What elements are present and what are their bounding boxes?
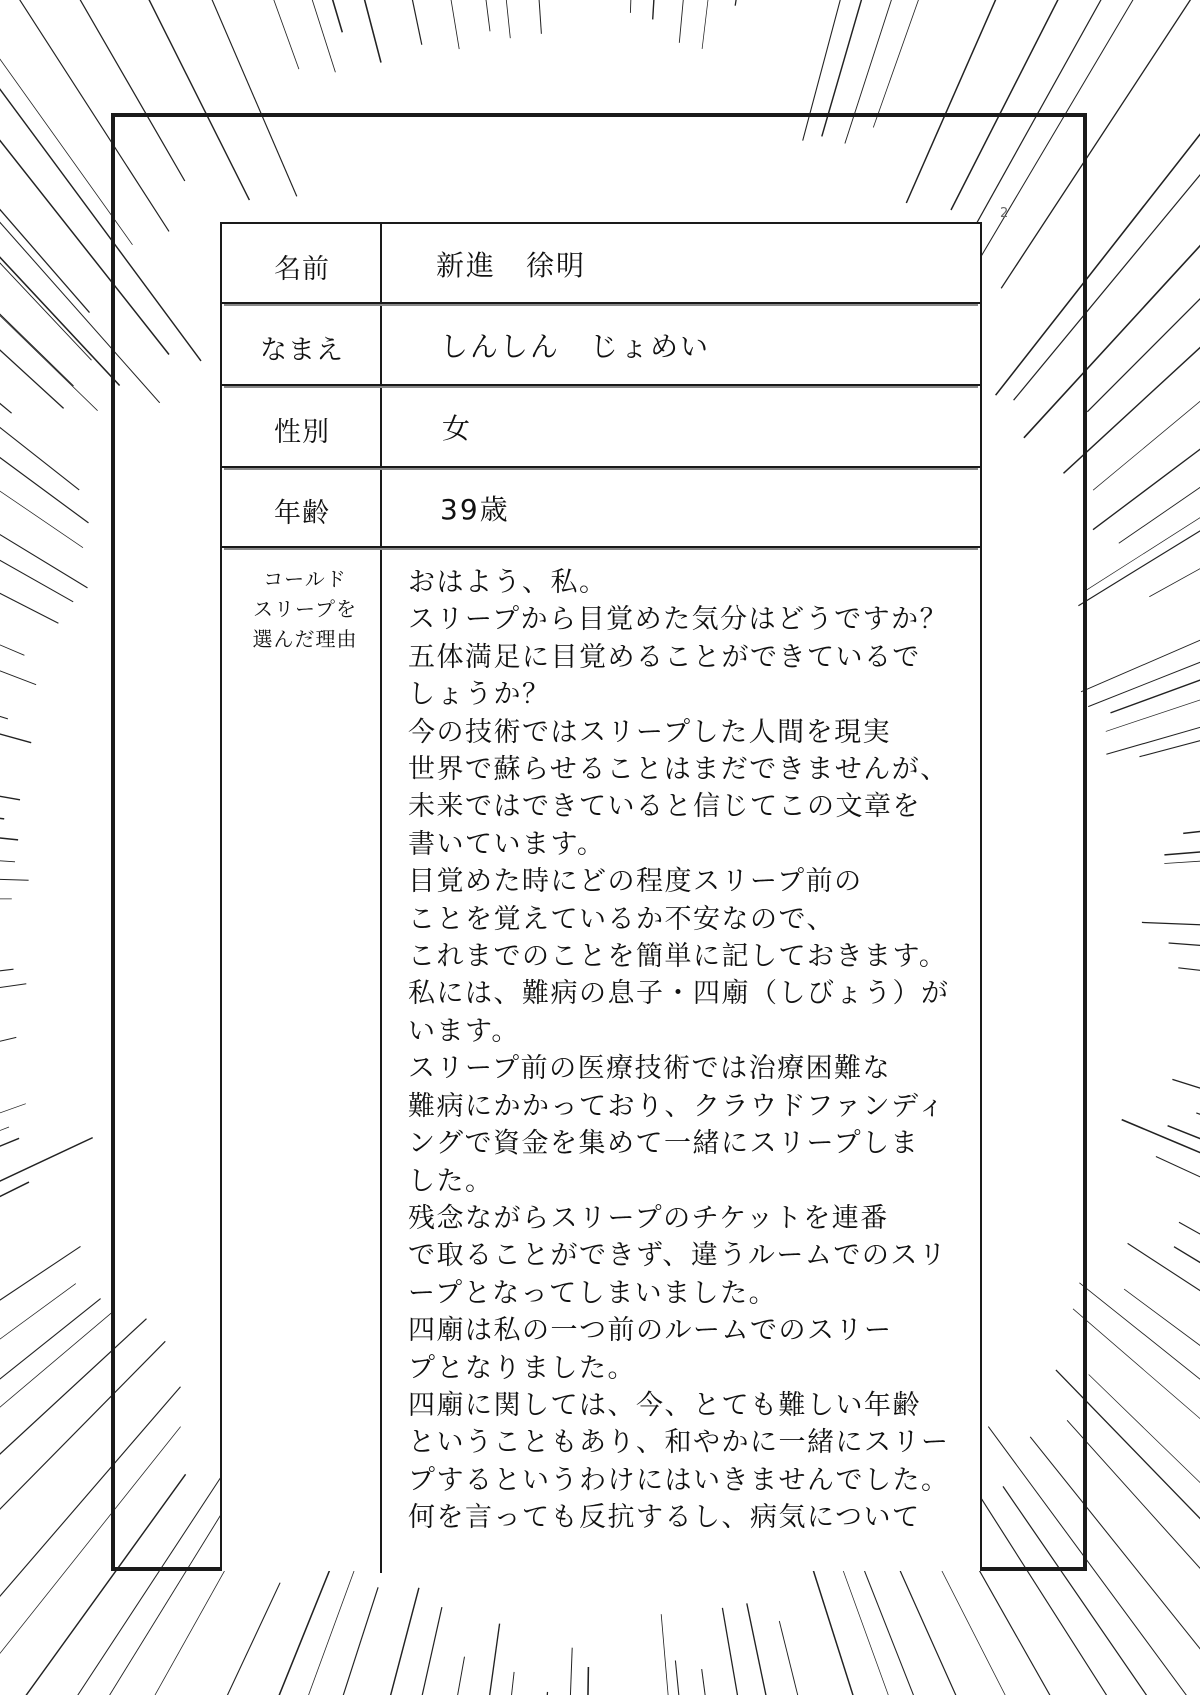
reason-line: 今の技術ではスリープした人間を現実 (408, 716, 892, 748)
reason-line: 書いています。 (408, 828, 606, 860)
speed-line (0, 684, 4, 819)
reason-line: 未来ではできていると信じてこの文章を (408, 791, 921, 823)
value-gender: 女 (442, 412, 473, 445)
page-number: 2 (1000, 206, 1009, 221)
speed-line (679, 0, 747, 43)
reason-line: おはよう、私。 (408, 567, 608, 598)
speed-line (630, 0, 654, 13)
reason-line: これまでのことを簡単に記しておきます。 (408, 941, 948, 973)
speed-line (1073, 1309, 1200, 1695)
label-name: 名前 (274, 253, 330, 285)
speed-line (1067, 1420, 1200, 1695)
speed-line (0, 736, 18, 840)
reason-line: ことを覚えているか不安なので、 (408, 903, 835, 935)
speed-line (195, 0, 381, 63)
speed-line (653, 0, 696, 19)
reason-label-line: コールド (263, 567, 347, 591)
row-gender (222, 386, 980, 468)
row-age (222, 468, 980, 548)
speed-line (1172, 1079, 1200, 1378)
reason-line: 目覚めた時にどの程度スリープ前の (408, 866, 863, 898)
speed-line (423, 1672, 514, 1695)
speed-line (1, 1559, 334, 1695)
reason-line: 私には、難病の息子・四廟（しびょう）が (408, 978, 950, 1010)
reason-line: 難病にかかっており、クラウドファンディ (408, 1090, 946, 1122)
speed-line (55, 0, 299, 69)
reason-line: プするというわけにはいきませんでした。 (408, 1464, 950, 1496)
reason-line: プとなりました。 (408, 1352, 636, 1384)
reason-line: した。 (408, 1165, 494, 1197)
speed-line (0, 628, 20, 800)
label-kana: なまえ (260, 334, 344, 366)
speed-line (399, 0, 490, 31)
speed-line (0, 0, 98, 411)
speed-line (1128, 1243, 1200, 1695)
speed-line (1196, 1113, 1200, 1438)
speed-line (779, 1621, 986, 1695)
speed-line (0, 897, 12, 899)
speed-line (0, 1182, 29, 1609)
speed-line (492, 0, 542, 34)
reason-line: ープとなってしまいました。 (408, 1277, 778, 1309)
speed-line (0, 0, 74, 386)
speed-line (1122, 1120, 1200, 1521)
speed-line (1081, 264, 1200, 691)
label-age: 年齢 (274, 497, 330, 529)
speed-line (702, 1669, 810, 1695)
speed-line (576, 1667, 589, 1695)
speed-line (1140, 489, 1200, 756)
speed-line (675, 1661, 758, 1695)
reason-line: しょうか？ (408, 679, 551, 711)
speed-line (1093, 0, 1200, 530)
speed-line (145, 0, 343, 32)
reason-label (230, 564, 380, 654)
speed-line (1183, 719, 1200, 834)
speed-line (1164, 773, 1200, 855)
speed-line (1178, 968, 1200, 1087)
row-kana (222, 304, 980, 386)
reason-label-line: スリープを (253, 597, 357, 621)
reason-line: います。 (408, 1015, 520, 1047)
reason-line: 四廟に関しては、今、とても難しい年齢 (408, 1389, 921, 1421)
reason-line: スリープから目覚めた気分はどうですか？ (408, 604, 949, 636)
speed-line (434, 0, 510, 38)
speed-line (1149, 127, 1200, 597)
value-kana: しんしん じょめい (440, 330, 711, 363)
label-gender: 性別 (274, 416, 330, 448)
speed-line (108, 1587, 378, 1695)
speed-line (113, 0, 336, 72)
reason-line: で取ることができず、違うルームでのスリ (408, 1240, 948, 1272)
speed-line (0, 845, 29, 880)
reason-line: ということもあり、和やかに一緒にスリー (408, 1427, 950, 1459)
reason-line: 世界で蘇らせることはまだできませんが、 (408, 754, 949, 786)
speed-line (1079, 1283, 1200, 1695)
reason-line: スリープ前の医療技術では治療困難な (408, 1053, 892, 1085)
speed-line (735, 0, 839, 6)
speed-line (0, 0, 90, 313)
speed-line (0, 172, 58, 623)
speed-line (0, 0, 83, 548)
speed-line (812, 1565, 1085, 1695)
reason-line: 五体満足に目覚めることができているで (408, 641, 921, 673)
speed-line (0, 1284, 76, 1695)
speed-line (1111, 350, 1200, 713)
reason-line: 残念ながらスリープのチケットを連番 (408, 1202, 889, 1234)
speed-line (0, 112, 73, 602)
reason-line: ングで資金を集めて一緒にスリープしま (408, 1128, 920, 1160)
speed-line (541, 1648, 573, 1695)
speed-line (49, 1567, 355, 1695)
speed-line (702, 0, 791, 49)
speed-line (1156, 1157, 1200, 1571)
speed-line (0, 68, 88, 588)
value-name: 新進 徐明 (436, 249, 587, 282)
speed-line (0, 1313, 112, 1695)
profile-sheet (220, 222, 982, 1571)
speed-line (0, 796, 15, 862)
speed-line (193, 1588, 419, 1695)
row-name (222, 224, 980, 304)
speed-line (0, 1104, 26, 1435)
speed-line (251, 1607, 442, 1695)
reason-line: 何を言っても反抗するし、病気について (408, 1502, 921, 1534)
speed-line (0, 432, 8, 719)
speed-line (0, 474, 31, 743)
speed-line (0, 274, 24, 655)
speed-line (339, 0, 459, 49)
speed-line (0, 329, 36, 684)
reason-line: 四廟は私の一つ前のルームでのスリー (408, 1315, 893, 1347)
speed-line (722, 1608, 872, 1695)
speed-line (274, 0, 422, 45)
speed-line (1179, 1222, 1200, 1678)
speed-line (1119, 0, 1200, 543)
speed-line (1089, 1375, 1200, 1695)
speed-line (318, 1657, 465, 1695)
speed-line (1169, 943, 1200, 1021)
speed-line (0, 1138, 93, 1579)
speed-line (0, 1037, 16, 1266)
value-age: 39歳 (440, 493, 510, 526)
speed-line (747, 1603, 927, 1695)
speed-line (1093, 0, 1200, 490)
reason-label-line: 選んだ理由 (252, 627, 358, 651)
speed-line (0, 984, 26, 1131)
speed-line (0, 0, 120, 386)
speed-line (0, 1246, 81, 1695)
speed-line (1168, 1126, 1200, 1492)
speed-line (1174, 1247, 1200, 1695)
reason-text (408, 564, 968, 1537)
speed-line (380, 1624, 500, 1695)
